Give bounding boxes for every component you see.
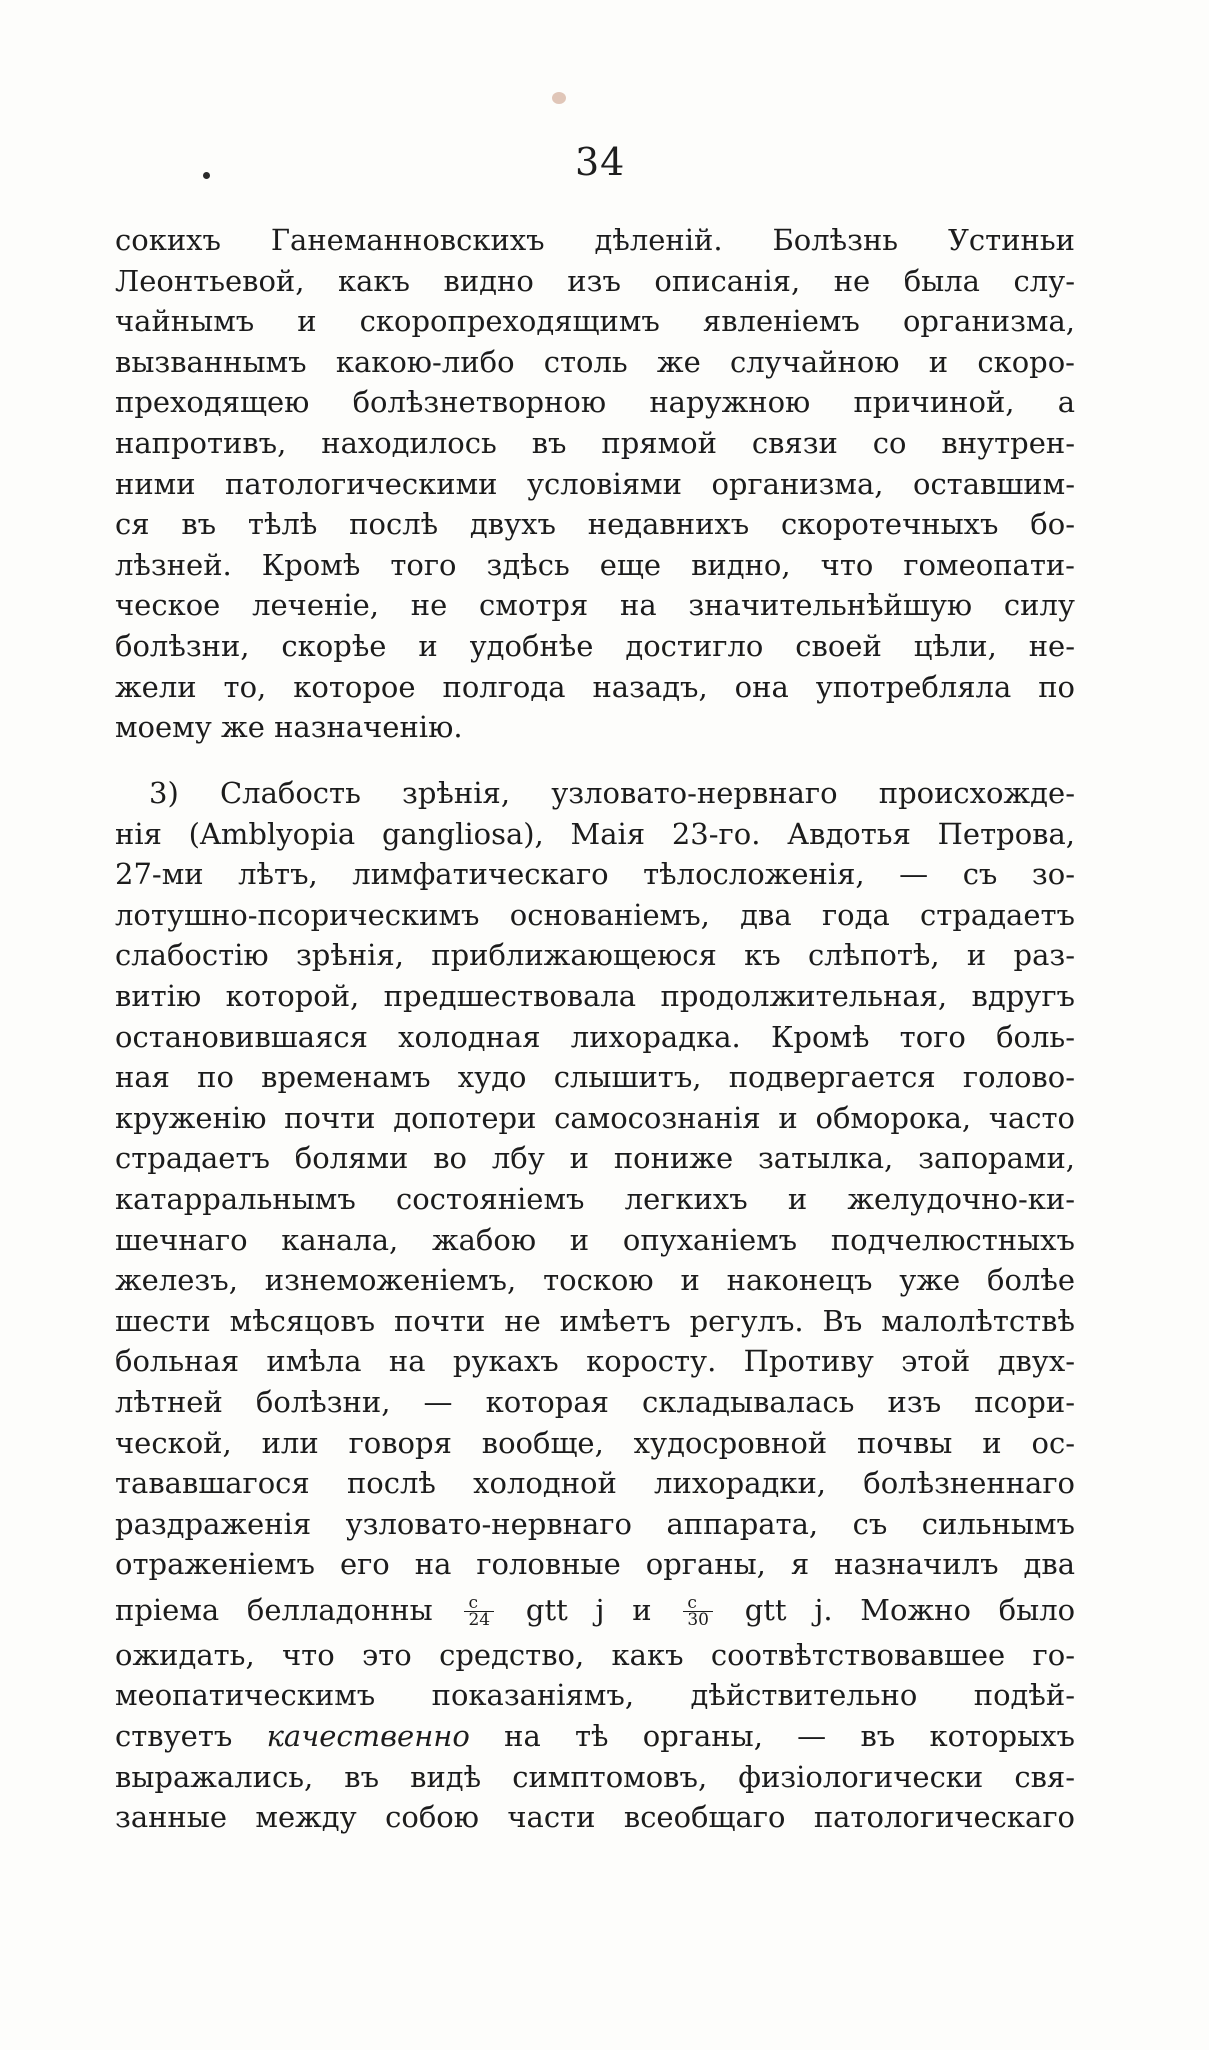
text-line: слабостію зрѣнія, приближающеюся къ слѣпотѣ, и раз-: [115, 938, 1075, 973]
conjunction: и: [632, 1592, 652, 1627]
text-line: железъ, изнеможеніемъ, тоскою и наконецъ уже болѣе: [115, 1263, 1075, 1298]
text-line: больная имѣла на рукахъ коросту. Противу этой двух-: [115, 1344, 1075, 1379]
line-rest: на тѣ органы, — въ которыхъ: [504, 1719, 1075, 1754]
emphasized-word: качественно: [266, 1719, 470, 1754]
text-line: витію которой, предшествовала продолжительная, вдругъ: [115, 978, 1075, 1013]
dosage-fraction-1: [464, 1593, 494, 1631]
text-line: раздраженія узловато-нервнаго аппарата, съ сильнымъ: [115, 1506, 1075, 1541]
dosage-unit: gtt j.: [744, 1592, 833, 1627]
text-line: вызваннымъ какою-либо столь же случайною и скоро-: [115, 344, 1075, 379]
text-line: тававшагося послѣ холодной лихорадки, болѣзненнаго: [115, 1466, 1075, 1501]
paragraph-1: [115, 220, 1075, 748]
line-start: ствуетъ: [115, 1719, 233, 1754]
dosage-line: [115, 1585, 1075, 1635]
dosage-unit: gtt j: [525, 1592, 605, 1627]
fraction-denominator: 30: [687, 1610, 709, 1631]
text-line: болѣзни, скорѣе и удобнѣе достигло своей цѣли, не-: [115, 628, 1075, 663]
text-line: ческой, или говоря вообще, худосровной почвы и ос-: [115, 1425, 1075, 1460]
text-line: 3) Слабость зрѣнія, узловато-нервнаго происхожде-: [149, 776, 1075, 810]
text-line: шечнаго канала, жабою и опуханіемъ подчелюстныхъ: [115, 1222, 1075, 1257]
text-line: лѣтней болѣзни, — которая складывалась изъ псори-: [115, 1384, 1075, 1419]
text-line: 27-ми лѣтъ, лимфатическаго тѣлосложенія, — съ зо-: [115, 857, 1075, 892]
text-line: остановившаяся холодная лихорадка. Кромѣ того боль-: [115, 1019, 1075, 1054]
text-line: ся въ тѣлѣ послѣ двухъ недавнихъ скоротечныхъ бо-: [115, 507, 1075, 542]
text-line: Леонтьевой, какъ видно изъ описанія, не была слу-: [115, 263, 1075, 298]
text-line: катарральнымъ состояніемъ легкихъ и желудочно-ки-: [115, 1181, 1075, 1216]
fraction-numerator: c: [464, 1595, 494, 1612]
text-line: напротивъ, находилось въ прямой связи со внутрен-: [115, 425, 1075, 460]
fraction-denominator: 24: [468, 1610, 491, 1631]
text-line: ними патологическими условіями организма, оставшим-: [115, 466, 1075, 501]
page-number: 34: [575, 140, 626, 184]
text-line: лотушно-псорическимъ основаніемъ, два года страдаетъ: [115, 897, 1075, 932]
dosage-fraction-2: [683, 1593, 713, 1631]
text-line: страдаетъ болями во лбу и пониже затылка, запорами,: [115, 1141, 1075, 1176]
text-line: чайнымъ и скоропреходящимъ явленіемъ организма,: [115, 304, 1075, 339]
text-line: ная по временамъ худо слышитъ, подвергается голово-: [115, 1060, 1075, 1095]
text-line: выражались, въ видѣ симптомовъ, физіологически свя-: [115, 1759, 1075, 1794]
fraction-numerator: c: [683, 1595, 713, 1612]
printer-dot: [203, 172, 210, 179]
text-line: ожидать, что это средство, какъ соотвѣтствовавшее го-: [115, 1637, 1075, 1672]
text-line: отраженіемъ его на головные органы, я назначилъ два: [115, 1547, 1075, 1582]
dosage-text-after: Можно было: [860, 1592, 1075, 1627]
text-line: преходящею болѣзнетворною наружною причиной, а: [115, 385, 1075, 420]
text-line: жели то, которое полгода назадъ, она употребляла по: [115, 669, 1075, 704]
text-line: лѣзней. Кромѣ того здѣсь еще видно, что гомеопати-: [115, 547, 1075, 582]
text-line: моему же назначенію.: [115, 710, 463, 745]
paragraph-2: [115, 773, 1075, 1838]
text-line: [115, 1716, 1075, 1757]
text-line: круженію почти допотери самосознанія и обморока, часто: [115, 1100, 1075, 1135]
text-line: шести мѣсяцовъ почти не имѣетъ регулъ. Въ малолѣтствѣ: [115, 1303, 1075, 1338]
text-line: сокихъ Ганеманновскихъ дѣленій. Болѣзнь Устиньи: [115, 223, 1075, 257]
text-line: ческое леченіе, не смотря на значительнѣйшую силу: [115, 588, 1075, 623]
text-line: меопатическимъ показаніямъ, дѣйствительно подѣй-: [115, 1678, 1075, 1713]
text-line: занные между собою части всеобщаго патологическаго: [115, 1800, 1075, 1835]
text-line: нія (Amblyopia gangliosa), Маія 23-го. Авдотья Петрова,: [115, 816, 1075, 851]
ink-speck: [552, 92, 566, 104]
dosage-text-before: пріема белладонны: [115, 1592, 433, 1627]
